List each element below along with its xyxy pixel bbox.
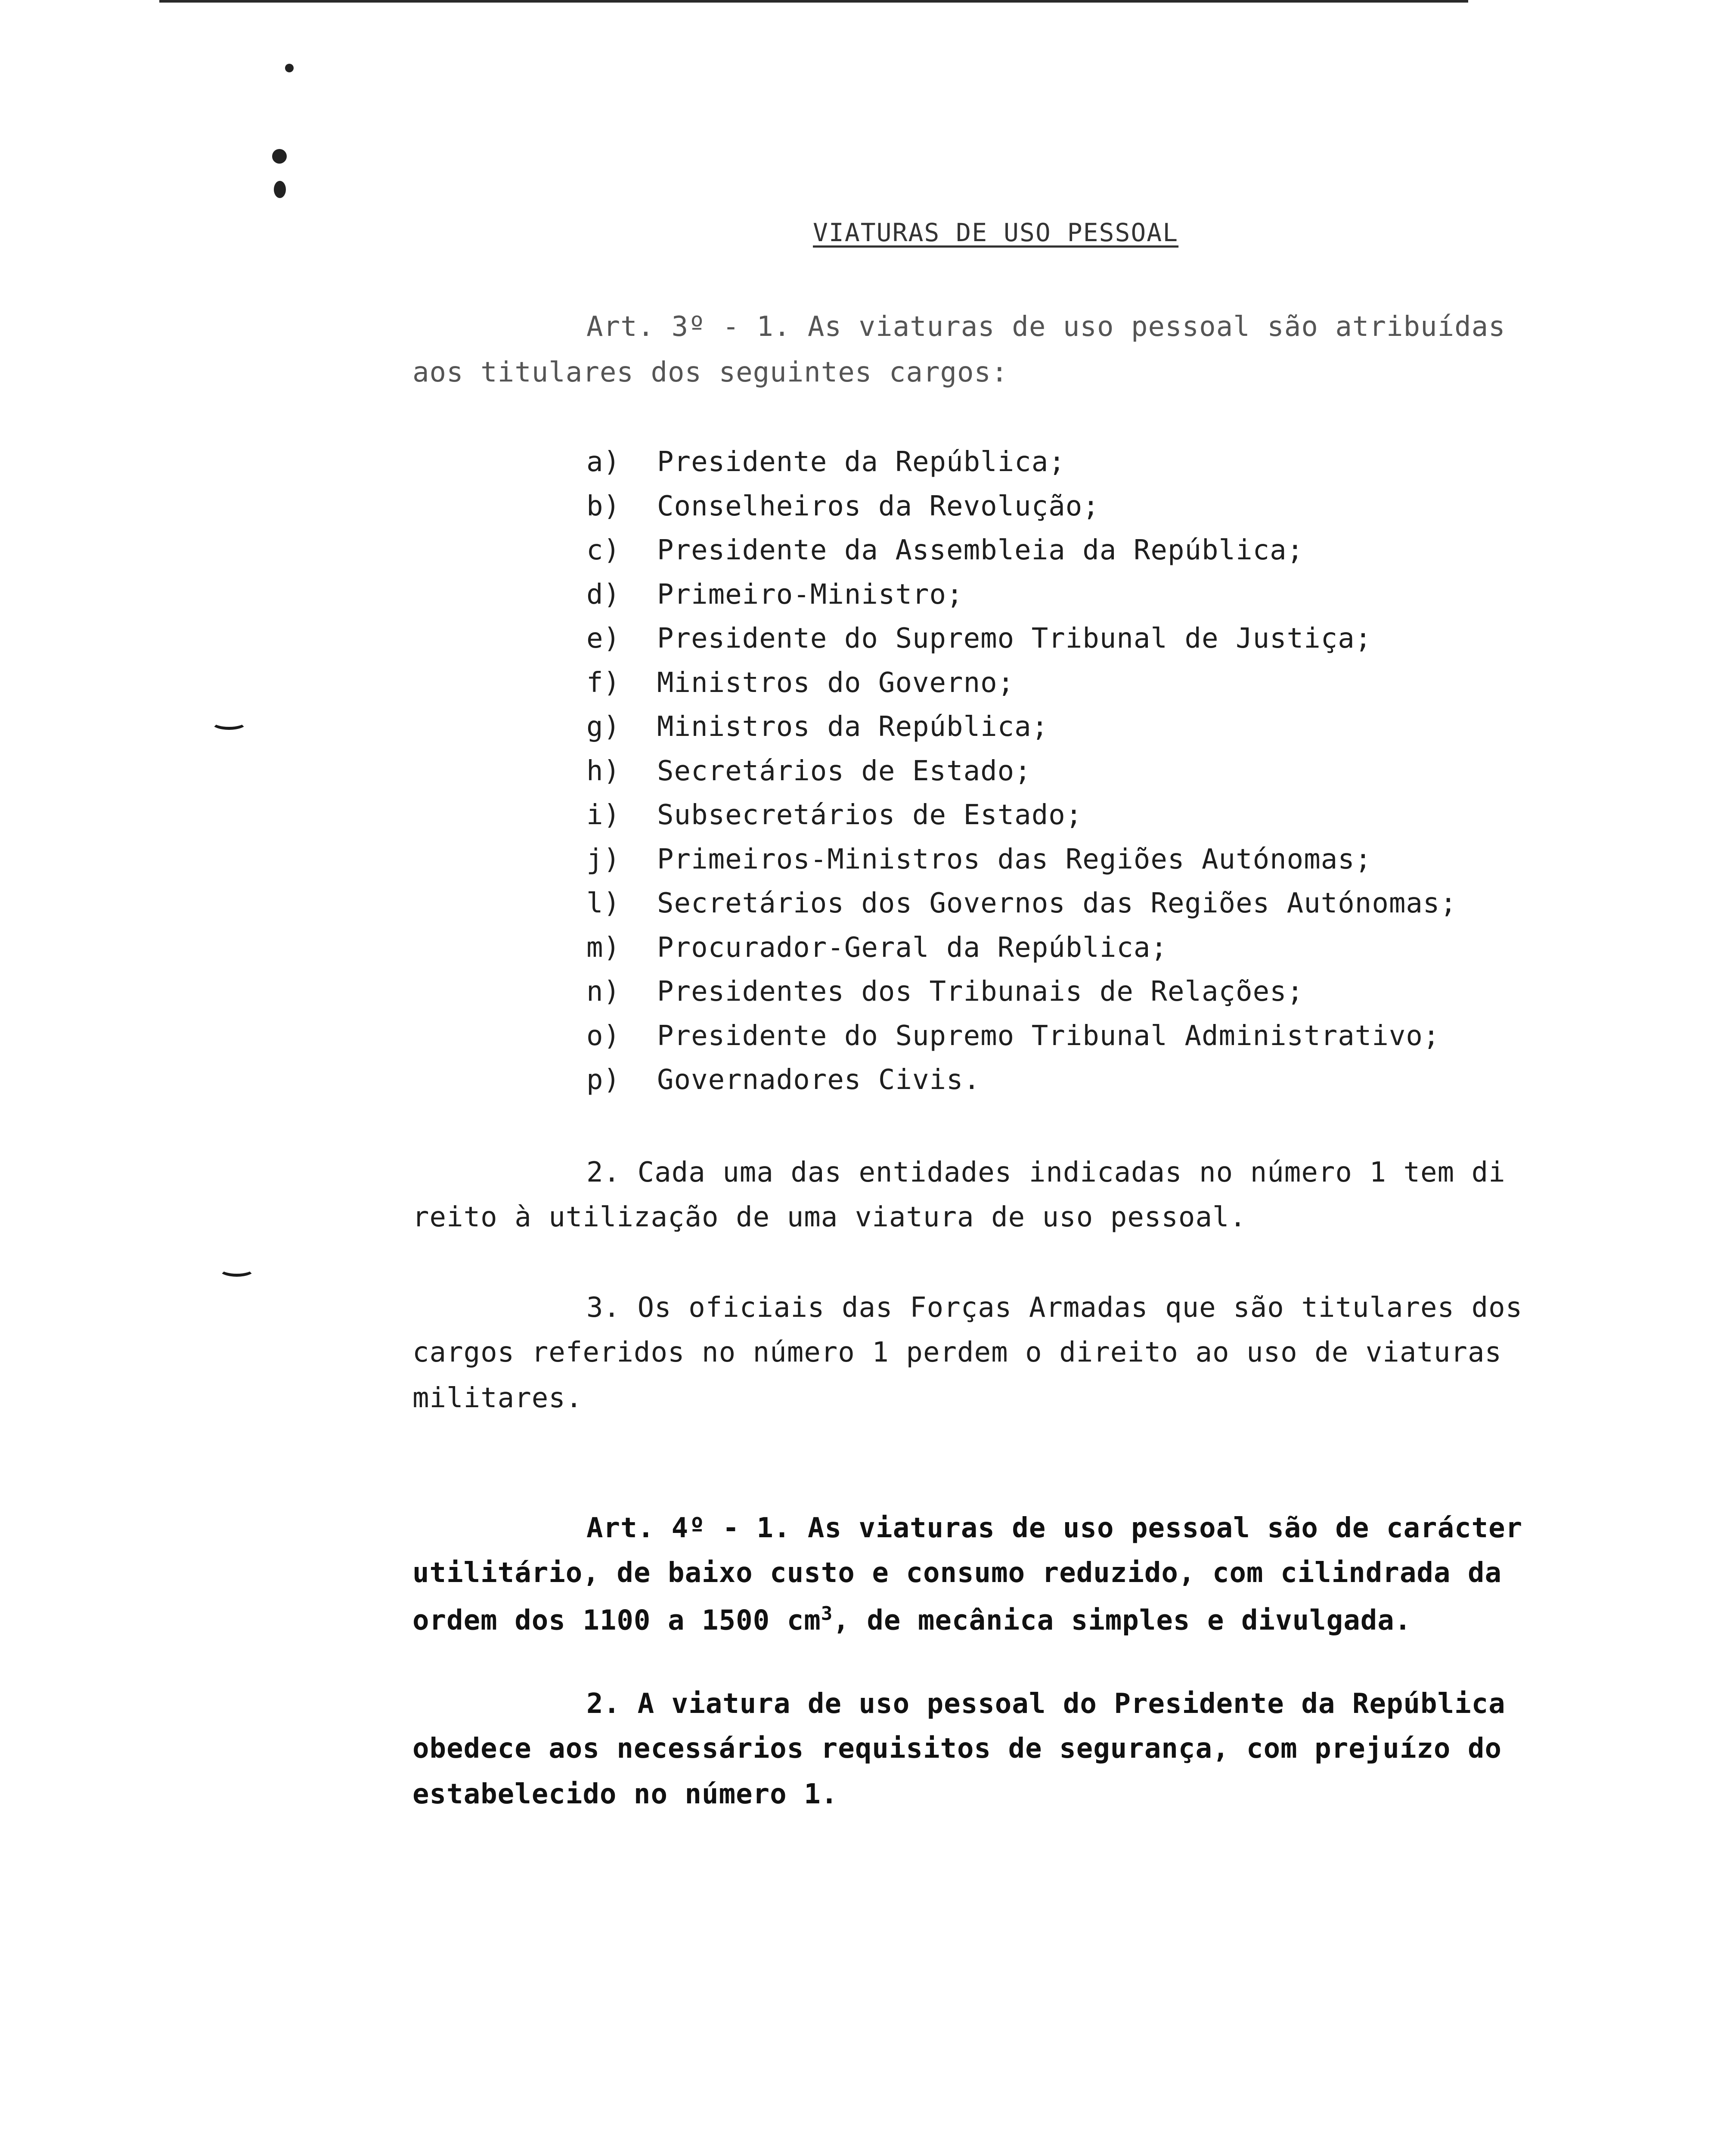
list-item-text: Subsecretários de Estado; bbox=[657, 799, 1083, 831]
list-item-marker: i) bbox=[586, 799, 621, 831]
binder-hole-mark bbox=[219, 1262, 255, 1277]
list-item bbox=[586, 799, 1457, 844]
list-item-marker: o) bbox=[586, 1020, 621, 1052]
list-item-marker: e) bbox=[586, 623, 621, 655]
list-item bbox=[586, 623, 1457, 667]
list-item-text: Presidente da Assembleia da República; bbox=[657, 534, 1304, 566]
scan-speck bbox=[274, 181, 286, 198]
art4-para2-line1: 2. A viatura de uso pessoal do Presidente da República bbox=[586, 1688, 1506, 1720]
art4-para1-line3 bbox=[412, 1603, 1411, 1636]
list-item bbox=[586, 711, 1457, 755]
list-item-marker: p) bbox=[586, 1064, 621, 1096]
list-item-marker: h) bbox=[586, 755, 621, 787]
art4-para2-line2: obedece aos necessários requisitos de segurança, com prejuízo do bbox=[412, 1733, 1502, 1765]
list-item-marker: f) bbox=[586, 667, 621, 699]
cargos-list bbox=[586, 446, 1457, 1108]
list-item bbox=[586, 667, 1457, 711]
art4-para1-line1: Art. 4º - 1. As viaturas de uso pessoal são de carácter bbox=[586, 1512, 1523, 1544]
list-item-marker: m) bbox=[586, 931, 621, 964]
list-item-marker: j) bbox=[586, 843, 621, 875]
list-item-text: Conselheiros da Revolução; bbox=[657, 490, 1100, 522]
list-item-text: Secretários de Estado; bbox=[657, 755, 1032, 787]
list-item-text: Secretários dos Governos das Regiões Autónomas; bbox=[657, 887, 1457, 919]
art4-para1-line3-start: ordem dos 1100 a 1500 cm bbox=[412, 1604, 821, 1637]
art3-para2-line1: 2. Cada uma das entidades indicadas no número 1 tem di bbox=[586, 1157, 1506, 1188]
list-item-marker: n) bbox=[586, 976, 621, 1008]
list-item bbox=[586, 1064, 1457, 1108]
art3-para3-line3: militares. bbox=[412, 1382, 583, 1414]
cubic-superscript: 3 bbox=[821, 1603, 833, 1625]
list-item-text: Ministros da República; bbox=[657, 711, 1049, 743]
art3-para2-line2: reito à utilização de uma viatura de uso pessoal. bbox=[412, 1201, 1247, 1233]
list-item bbox=[586, 887, 1457, 932]
list-item-text: Ministros do Governo; bbox=[657, 667, 1015, 699]
list-item bbox=[586, 976, 1457, 1020]
scan-speck bbox=[272, 149, 287, 164]
art4-para1-line3-end: , de mecânica simples e divulgada. bbox=[833, 1604, 1412, 1637]
list-item-text: Presidente do Supremo Tribunal de Justiça; bbox=[657, 623, 1372, 655]
list-item-marker: d) bbox=[586, 578, 621, 611]
list-item-text: Governadores Civis. bbox=[657, 1064, 981, 1096]
binder-hole-mark bbox=[211, 715, 247, 730]
list-item bbox=[586, 490, 1457, 535]
document-title: VIATURAS DE USO PESSOAL bbox=[813, 218, 1179, 247]
list-item bbox=[586, 932, 1457, 976]
list-item bbox=[586, 534, 1457, 579]
list-item-marker: a) bbox=[586, 446, 621, 478]
list-item bbox=[586, 1020, 1457, 1064]
art3-intro-line2: aos titulares dos seguintes cargos: bbox=[412, 357, 1008, 388]
list-item-text: Presidente do Supremo Tribunal Administrativo; bbox=[657, 1020, 1440, 1052]
art4-para2-line3: estabelecido no número 1. bbox=[412, 1778, 838, 1810]
list-item-text: Primeiro-Ministro; bbox=[657, 578, 964, 611]
list-item bbox=[586, 579, 1457, 623]
list-item-text: Primeiros-Ministros das Regiões Autónomas; bbox=[657, 843, 1372, 875]
art4-para1-line2: utilitário, de baixo custo e consumo reduzido, com cilindrada da bbox=[412, 1557, 1502, 1589]
art3-intro-line1: Art. 3º - 1. As viaturas de uso pessoal são atribuídas bbox=[586, 311, 1506, 343]
list-item bbox=[586, 446, 1457, 490]
art3-para3-line2: cargos referidos no número 1 perdem o direito ao uso de viaturas bbox=[412, 1337, 1502, 1368]
scan-speck bbox=[285, 64, 294, 72]
list-item-marker: l) bbox=[586, 887, 621, 919]
list-item-marker: c) bbox=[586, 534, 621, 566]
list-item-text: Procurador-Geral da República; bbox=[657, 931, 1168, 964]
list-item-text: Presidente da República; bbox=[657, 446, 1066, 478]
list-item-marker: g) bbox=[586, 711, 621, 743]
art3-para3-line1: 3. Os oficiais das Forças Armadas que são titulares dos bbox=[586, 1292, 1523, 1324]
list-item-marker: b) bbox=[586, 490, 621, 522]
list-item-text: Presidentes dos Tribunais de Relações; bbox=[657, 976, 1304, 1008]
list-item bbox=[586, 755, 1457, 800]
list-item bbox=[586, 844, 1457, 888]
